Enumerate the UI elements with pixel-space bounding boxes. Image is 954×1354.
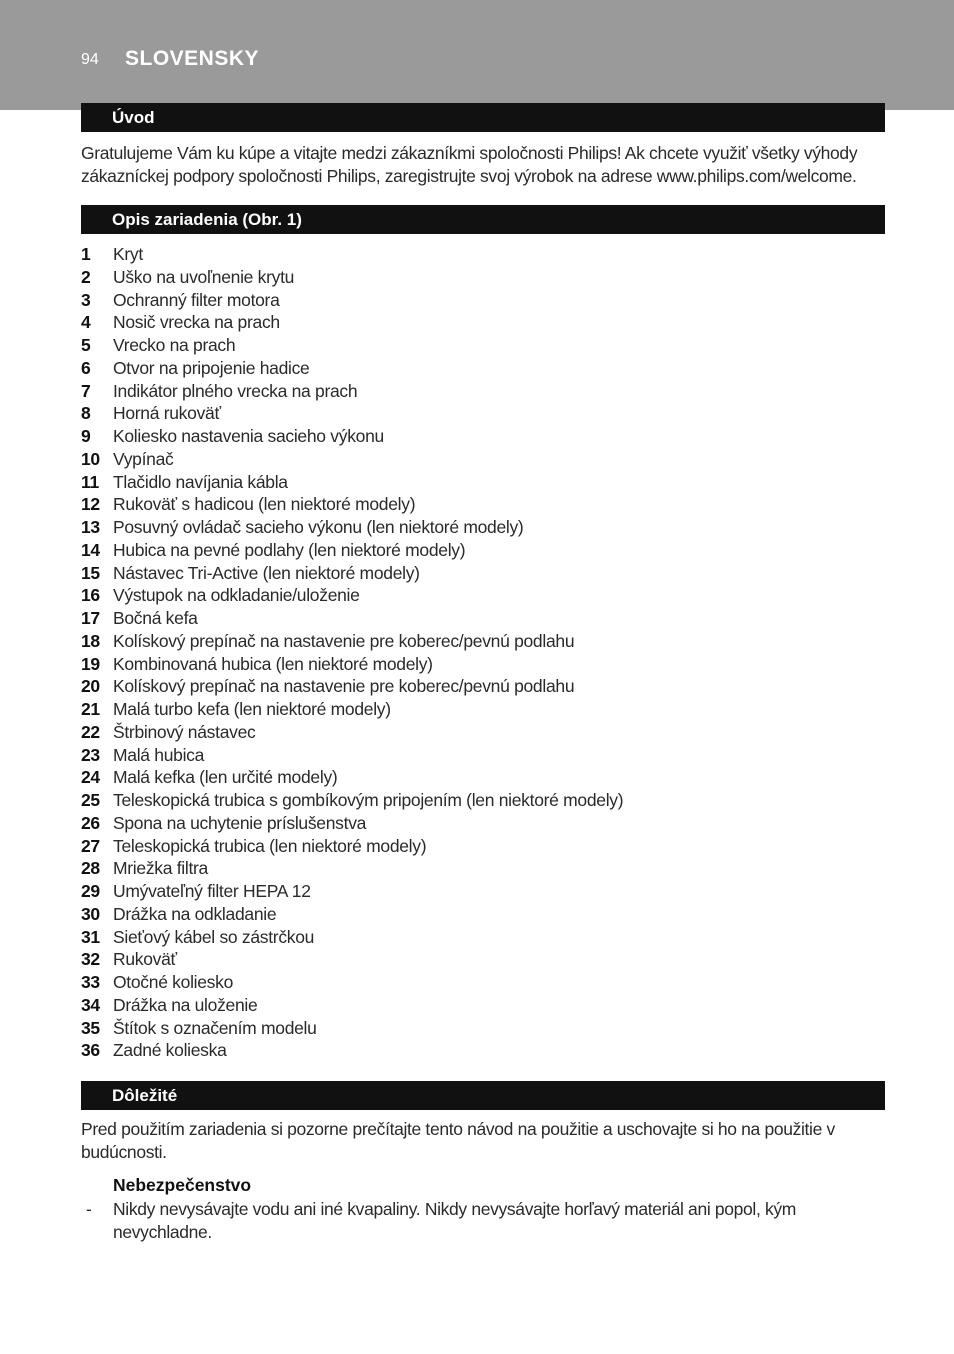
- item-number: 2: [81, 266, 91, 287]
- item-number: 5: [81, 335, 91, 355]
- item-text: Malá hubica: [113, 744, 205, 765]
- section-heading-intro: Úvod: [81, 103, 885, 132]
- item-number: 33: [81, 972, 100, 992]
- item-number: 28: [81, 858, 100, 879]
- item-text: Výstupok na odkladanie/uloženie: [113, 585, 360, 606]
- bullet-dash: -: [86, 1199, 92, 1219]
- item-text: Nástavec Tri-Active (len niektoré modely): [113, 562, 420, 583]
- item-number: 10: [81, 448, 100, 469]
- item-text: Tlačidlo navíjania kábla: [113, 471, 288, 492]
- item-text: Umývateľný filter HEPA 12: [113, 881, 311, 901]
- parts-list: [81, 243, 885, 1062]
- item-text: Vrecko na prach: [113, 335, 236, 355]
- item-number: 15: [81, 562, 100, 583]
- intro-paragraph: Gratulujeme Vám ku kúpe a vitajte medzi zákazníkmi spoločnosti Philips! Ak chcete využiť všetky výhody zákazníckej podpory spoločnosti Philips, zaregistrujte svoj výrobok na adrese www.philips.com/welcome.: [81, 143, 858, 186]
- item-text: Teleskopická trubica (len niektoré modely): [113, 835, 427, 856]
- item-text: Spona na uchytenie príslušenstva: [113, 812, 367, 833]
- item-text: Horná rukoväť: [113, 403, 221, 424]
- list-item: [81, 812, 885, 835]
- item-number: 24: [81, 767, 100, 788]
- list-item: [81, 380, 885, 403]
- page-number: 94: [81, 51, 99, 68]
- list-item: [81, 903, 885, 926]
- item-number: 13: [81, 517, 100, 537]
- list-item: [81, 562, 885, 585]
- list-item: [81, 1017, 885, 1040]
- section-heading-important: Dôležité: [81, 1081, 885, 1110]
- item-text: Hubica na pevné podlahy (len niektoré modely): [113, 539, 466, 560]
- item-text: Posuvný ovládač sacieho výkonu (len niektoré modely): [113, 517, 524, 537]
- item-number: 31: [81, 926, 100, 947]
- list-item: [81, 539, 885, 562]
- item-text: Drážka na uloženie: [113, 994, 258, 1015]
- item-text: Uško na uvoľnenie krytu: [113, 266, 295, 287]
- important-paragraph: Pred použitím zariadenia si pozorne prečítajte tento návod na použitie a uschovajte si ho na použitie v budúcnosti.: [81, 1119, 835, 1162]
- item-text: Nosič vrecka na prach: [113, 312, 280, 333]
- list-item: [81, 857, 885, 880]
- item-number: 18: [81, 630, 100, 651]
- item-number: 23: [81, 744, 100, 765]
- item-text: Zadné kolieska: [113, 1040, 227, 1061]
- item-number: 21: [81, 699, 100, 719]
- list-item: [81, 744, 885, 767]
- list-item: [81, 653, 885, 676]
- list-item: [81, 243, 885, 266]
- item-number: 22: [81, 721, 100, 742]
- item-number: 29: [81, 881, 100, 901]
- item-text: Ochranný filter motora: [113, 289, 280, 310]
- language-title: SLOVENSKY: [125, 47, 260, 70]
- list-item: [81, 334, 885, 357]
- list-item: [81, 357, 885, 380]
- item-number: 32: [81, 949, 100, 970]
- item-number: 30: [81, 903, 100, 924]
- item-number: 34: [81, 994, 100, 1015]
- section-heading-device: Opis zariadenia (Obr. 1): [81, 205, 885, 234]
- list-item: [81, 789, 885, 812]
- list-item: [81, 721, 885, 744]
- item-text: Otočné koliesko: [113, 972, 234, 992]
- danger-bullet: [81, 1198, 861, 1244]
- item-number: 12: [81, 494, 100, 515]
- item-number: 14: [81, 539, 100, 560]
- item-text: Rukoväť s hadicou (len niektoré modely): [113, 494, 416, 515]
- list-item: [81, 425, 885, 448]
- item-text: Rukoväť: [113, 949, 177, 970]
- item-text: Teleskopická trubica s gombíkovým pripojením (len niektoré modely): [113, 790, 624, 810]
- list-item: [81, 289, 885, 312]
- item-number: 26: [81, 812, 100, 833]
- item-text: Bočná kefa: [113, 608, 198, 628]
- list-item: [81, 994, 885, 1017]
- item-number: 36: [81, 1040, 100, 1061]
- item-number: 9: [81, 426, 91, 446]
- item-text: Štrbinový nástavec: [113, 721, 256, 742]
- list-item: [81, 630, 885, 653]
- item-text: Vypínač: [113, 448, 174, 469]
- item-number: 20: [81, 676, 100, 697]
- list-item: [81, 402, 885, 425]
- list-item: [81, 835, 885, 858]
- item-number: 3: [81, 289, 91, 310]
- item-number: 35: [81, 1017, 100, 1038]
- list-item: [81, 471, 885, 494]
- item-text: Kolískový prepínač na nastavenie pre koberec/pevnú podlahu: [113, 630, 575, 651]
- list-item: [81, 607, 885, 630]
- item-text: Mriežka filtra: [113, 858, 208, 879]
- item-text: Indikátor plného vrecka na prach: [113, 380, 358, 401]
- item-text: Kryt: [113, 244, 143, 264]
- list-item: [81, 584, 885, 607]
- item-text: Drážka na odkladanie: [113, 903, 277, 924]
- item-number: 4: [81, 312, 91, 333]
- item-text: Koliesko nastavenia sacieho výkonu: [113, 426, 384, 446]
- item-number: 27: [81, 835, 100, 856]
- list-item: [81, 948, 885, 971]
- list-item: [81, 1039, 885, 1062]
- item-number: 1: [81, 244, 91, 264]
- item-number: 19: [81, 653, 100, 674]
- list-item: [81, 266, 885, 289]
- list-item: [81, 493, 885, 516]
- list-item: [81, 880, 885, 903]
- item-text: Kombinovaná hubica (len niektoré modely): [113, 653, 433, 674]
- item-number: 16: [81, 585, 100, 606]
- danger-bullet-text: Nikdy nevysávajte vodu ani iné kvapaliny. Nikdy nevysávajte horľavý materiál ani popol, kým nevychladne.: [113, 1199, 796, 1242]
- list-item: [81, 516, 885, 539]
- item-text: Malá turbo kefa (len niektoré modely): [113, 699, 391, 719]
- page-header: [0, 0, 954, 110]
- item-text: Otvor na pripojenie hadice: [113, 357, 310, 378]
- list-item: [81, 926, 885, 949]
- list-item: [81, 675, 885, 698]
- item-text: Sieťový kábel so zástrčkou: [113, 926, 315, 947]
- list-item: [81, 698, 885, 721]
- list-item: [81, 766, 885, 789]
- item-number: 11: [81, 471, 99, 492]
- item-text: Kolískový prepínač na nastavenie pre koberec/pevnú podlahu: [113, 676, 575, 697]
- item-number: 7: [81, 380, 91, 401]
- item-number: 25: [81, 790, 100, 810]
- list-item: [81, 311, 885, 334]
- item-text: Malá kefka (len určité modely): [113, 767, 338, 788]
- list-item: [81, 448, 885, 471]
- item-number: 6: [81, 357, 91, 378]
- item-text: Štítok s označením modelu: [113, 1017, 317, 1038]
- list-item: [81, 971, 885, 994]
- danger-heading: Nebezpečenstvo: [113, 1175, 252, 1195]
- item-number: 17: [81, 608, 100, 628]
- item-number: 8: [81, 403, 91, 424]
